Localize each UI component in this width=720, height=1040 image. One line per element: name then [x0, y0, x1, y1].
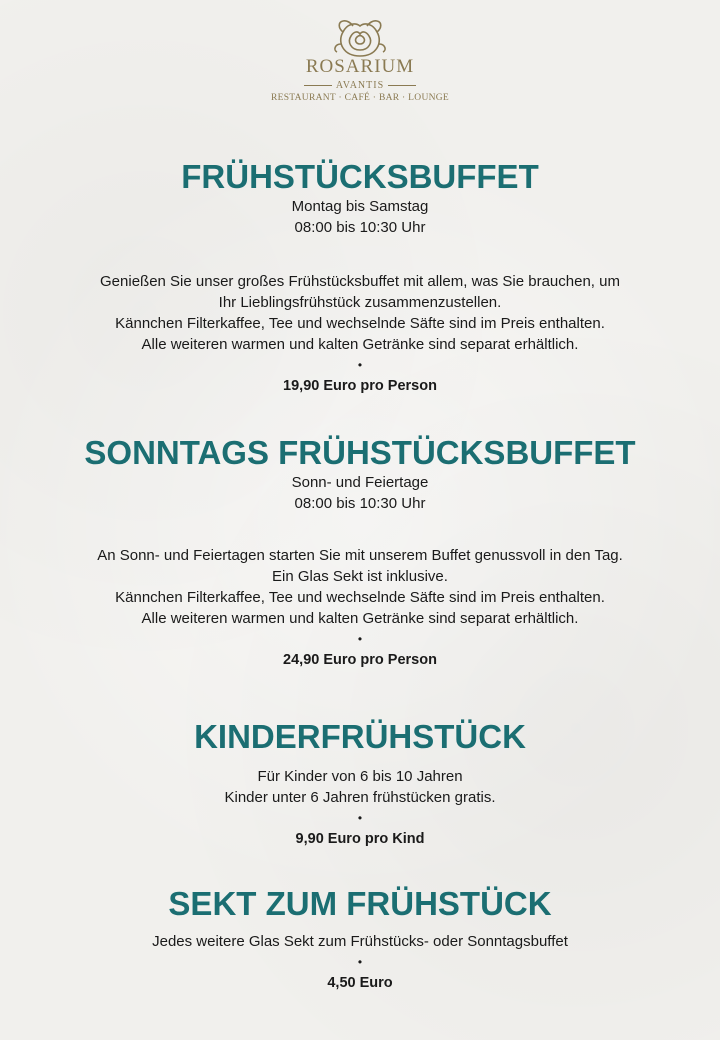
- description-line: Genießen Sie unser großes Frühstücksbuffet mit allem, was Sie brauchen, um: [100, 273, 620, 290]
- price: 24,90 Euro pro Person: [283, 652, 437, 668]
- bullet-separator: •: [357, 358, 363, 372]
- description-line: Kinder unter 6 Jahren frühstücken gratis.: [224, 789, 496, 806]
- section-title: SEKT ZUM FRÜHSTÜCK: [168, 885, 552, 922]
- description-line: Kännchen Filterkaffee, Tee und wechselnde Säfte sind im Preis enthalten.: [115, 589, 605, 606]
- section-kinderfruehstueck: [0, 718, 720, 850]
- description-line: Für Kinder von 6 bis 10 Jahren: [257, 768, 463, 785]
- section-sonntags-fruehstuecksbuffet: [0, 434, 720, 671]
- brand-tagline: RESTAURANT · CAFÉ · BAR · LOUNGE: [270, 93, 450, 103]
- price: 9,90 Euro pro Kind: [295, 831, 425, 847]
- description-line: Alle weiteren warmen und kalten Getränke sind separat erhältlich.: [141, 336, 579, 353]
- description-line: An Sonn- und Feiertagen starten Sie mit unserem Buffet genussvoll in den Tag.: [97, 547, 623, 564]
- schedule-hours: 08:00 bis 10:30 Uhr: [294, 495, 426, 512]
- rose-icon: [329, 18, 391, 60]
- description-line: Ein Glas Sekt ist inklusive.: [272, 568, 448, 585]
- description-line: Alle weiteren warmen und kalten Getränke sind separat erhältlich.: [141, 610, 579, 627]
- price: 4,50 Euro: [327, 975, 393, 991]
- description-line: Kännchen Filterkaffee, Tee und wechselnde Säfte sind im Preis enthalten.: [115, 315, 605, 332]
- section-title: SONNTAGS FRÜHSTÜCKSBUFFET: [84, 434, 636, 471]
- description-line: Jedes weitere Glas Sekt zum Frühstücks- oder Sonntagsbuffet: [152, 933, 568, 950]
- schedule-days: Sonn- und Feiertage: [291, 474, 429, 491]
- divider: [388, 85, 416, 86]
- sub-brand-name: AVANTIS: [335, 80, 385, 91]
- divider: [304, 85, 332, 86]
- rosarium-logo: [0, 18, 720, 103]
- brand-name: ROSARIUM: [305, 56, 415, 77]
- section-title: KINDERFRÜHSTÜCK: [194, 718, 526, 755]
- sub-brand: [0, 80, 720, 91]
- bullet-separator: •: [357, 955, 363, 969]
- bullet-separator: •: [357, 811, 363, 825]
- bullet-separator: •: [357, 632, 363, 646]
- description-line: Ihr Lieblingsfrühstück zusammenzustellen.: [218, 294, 502, 311]
- schedule-days: Montag bis Samstag: [291, 198, 429, 215]
- section-fruehstuecksbuffet: [0, 158, 720, 397]
- section-title: FRÜHSTÜCKSBUFFET: [181, 158, 539, 195]
- section-sekt-zum-fruehstueck: [0, 885, 720, 994]
- price: 19,90 Euro pro Person: [283, 378, 437, 394]
- schedule-hours: 08:00 bis 10:30 Uhr: [294, 219, 426, 236]
